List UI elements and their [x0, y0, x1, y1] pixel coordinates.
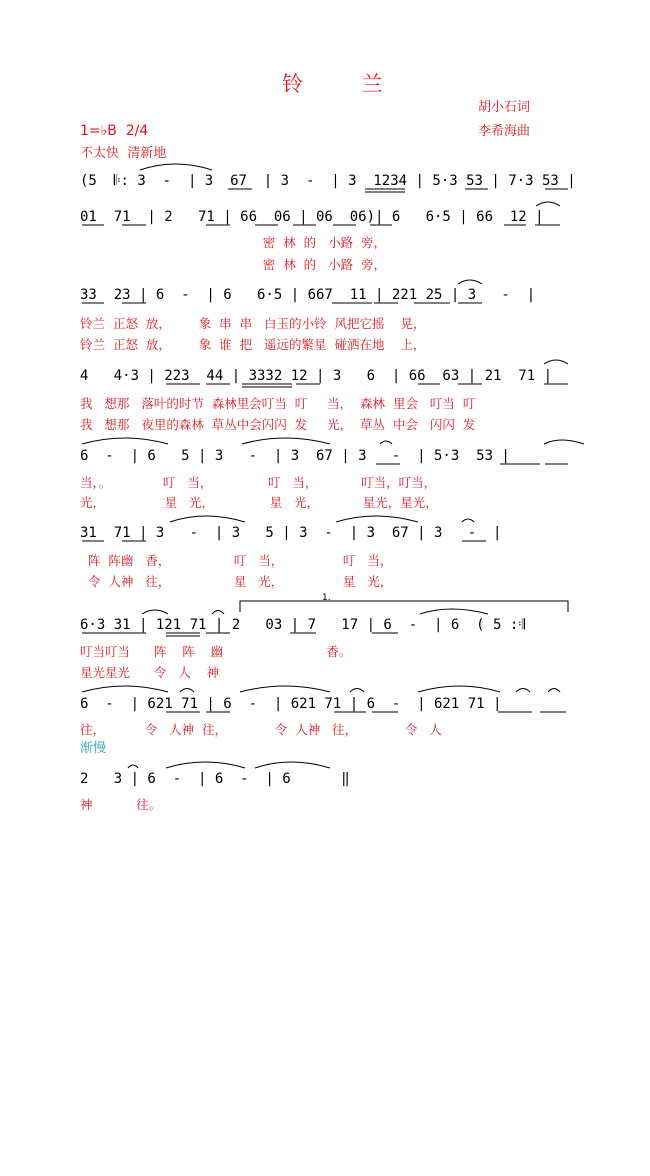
- system-6-notes: 31 71 | 3 - | 3 5 | 3 - | 3 67 | 3 - |: [80, 525, 502, 541]
- system-3-notes: 33 23 | 6 - | 6 6·5 | 667 11 | 221 25 | 3 - |: [80, 287, 536, 303]
- slur: [536, 202, 560, 206]
- system-5-lyrics-verse2: 光， 星 光， 星 光， 星光，星光，: [80, 495, 438, 510]
- slur: [242, 438, 330, 444]
- slur: [462, 519, 474, 522]
- system-6-lyrics-verse1: 阵 阵幽 香， 叮 当， 叮 当，: [80, 553, 393, 568]
- fermata: [128, 765, 138, 768]
- slur: [458, 280, 482, 284]
- ritardando-marking: 渐慢: [80, 741, 107, 756]
- slur: [420, 609, 488, 614]
- system-6-lyrics-verse2: 令 人神 往， 星 光， 星 光，: [80, 574, 393, 589]
- slur: [516, 689, 530, 693]
- slur: [82, 686, 168, 692]
- slur: [82, 438, 168, 444]
- lyricist-credit: 胡小石词: [478, 100, 531, 115]
- slur: [418, 686, 500, 692]
- slur: [240, 686, 330, 692]
- system-4-notes: 4 4·3 | 223 44 | 3332 12 | 3 6 | 66 63 | 21 71 |: [80, 368, 553, 384]
- system-7-lyrics-verse1: 叮当叮当 阵 阵 幽 香。: [80, 644, 352, 659]
- song-title: 铃 兰: [282, 72, 409, 96]
- slur: [544, 440, 584, 444]
- system-8-notes: 6 - | 621 71 | 6 - | 621 71 | 6 - | 621 71 |: [80, 696, 502, 712]
- slur: [380, 441, 392, 444]
- volta-bracket-number: 1.: [322, 593, 331, 603]
- system-7-lyrics-verse2: 星光星光 令 人 神: [80, 665, 220, 680]
- slur: [255, 762, 330, 768]
- slur: [212, 611, 224, 615]
- system-1-notes: (5 𝄆: 3 - | 3 67 | 3 - | 3 1234 | 5·3 53 | 7·3 53 |: [80, 173, 576, 189]
- volta-bracket: [240, 601, 568, 612]
- system-5-lyrics-verse1: 当，。 叮 当， 叮 当， 叮当，叮当，: [80, 475, 437, 490]
- system-7-notes: 6·3 31 | 121 71 | 2 03 | 7 17 | 6 - | 6 ( 5 :𝄇: [80, 617, 526, 633]
- system-2-lyrics-verse1: 密 林 的 小路 旁，: [80, 235, 387, 250]
- system-2-lyrics-verse2: 密 林 的 小路 旁，: [80, 257, 387, 272]
- slur: [180, 689, 194, 693]
- key-signature: 1=♭B 2/4: [80, 123, 149, 139]
- slur: [140, 164, 212, 170]
- system-4-lyrics-verse2: 我 想那 夜里的森林 草丛中会闪闪 发 光， 草丛 中会 闪闪 发: [80, 417, 476, 432]
- slur: [350, 689, 364, 693]
- slur: [170, 516, 245, 522]
- slur: [548, 689, 560, 693]
- system-3-lyrics-verse2: 铃兰 正怒 放， 象 谁 把 遥远的繁星 碰洒在地 上，: [80, 337, 426, 352]
- system-3-lyrics-verse1: 铃兰 正怒 放， 象 串 串 白玉的小铃 风把它摇 晃，: [80, 316, 426, 331]
- slur: [142, 610, 168, 614]
- slur: [166, 762, 245, 768]
- system-8-lyrics: 往， 令 人神 往， 令 人神 往， 令 人: [80, 722, 442, 737]
- system-9-lyrics: 神 往。: [80, 797, 162, 812]
- system-5-notes: 6 - | 6 5 | 3 - | 3 67 | 3 - | 5·3 53 |: [80, 448, 510, 464]
- system-9-notes: 2 3 | 6 - | 6 - | 6 ‖: [80, 771, 350, 787]
- system-2-notes: 01 71 | 2 71 | 66 06 | 06 06)| 6 6·5 | 66 12 |: [80, 209, 544, 225]
- slur: [336, 516, 418, 522]
- composer-credit: 李希海曲: [478, 124, 531, 139]
- slur: [544, 360, 568, 364]
- system-4-lyrics-verse1: 我 想那 落叶的时节 森林里会叮当 叮 当， 森林 里会 叮当 叮: [80, 396, 476, 411]
- tempo-marking: 不太快 清新地: [80, 146, 167, 161]
